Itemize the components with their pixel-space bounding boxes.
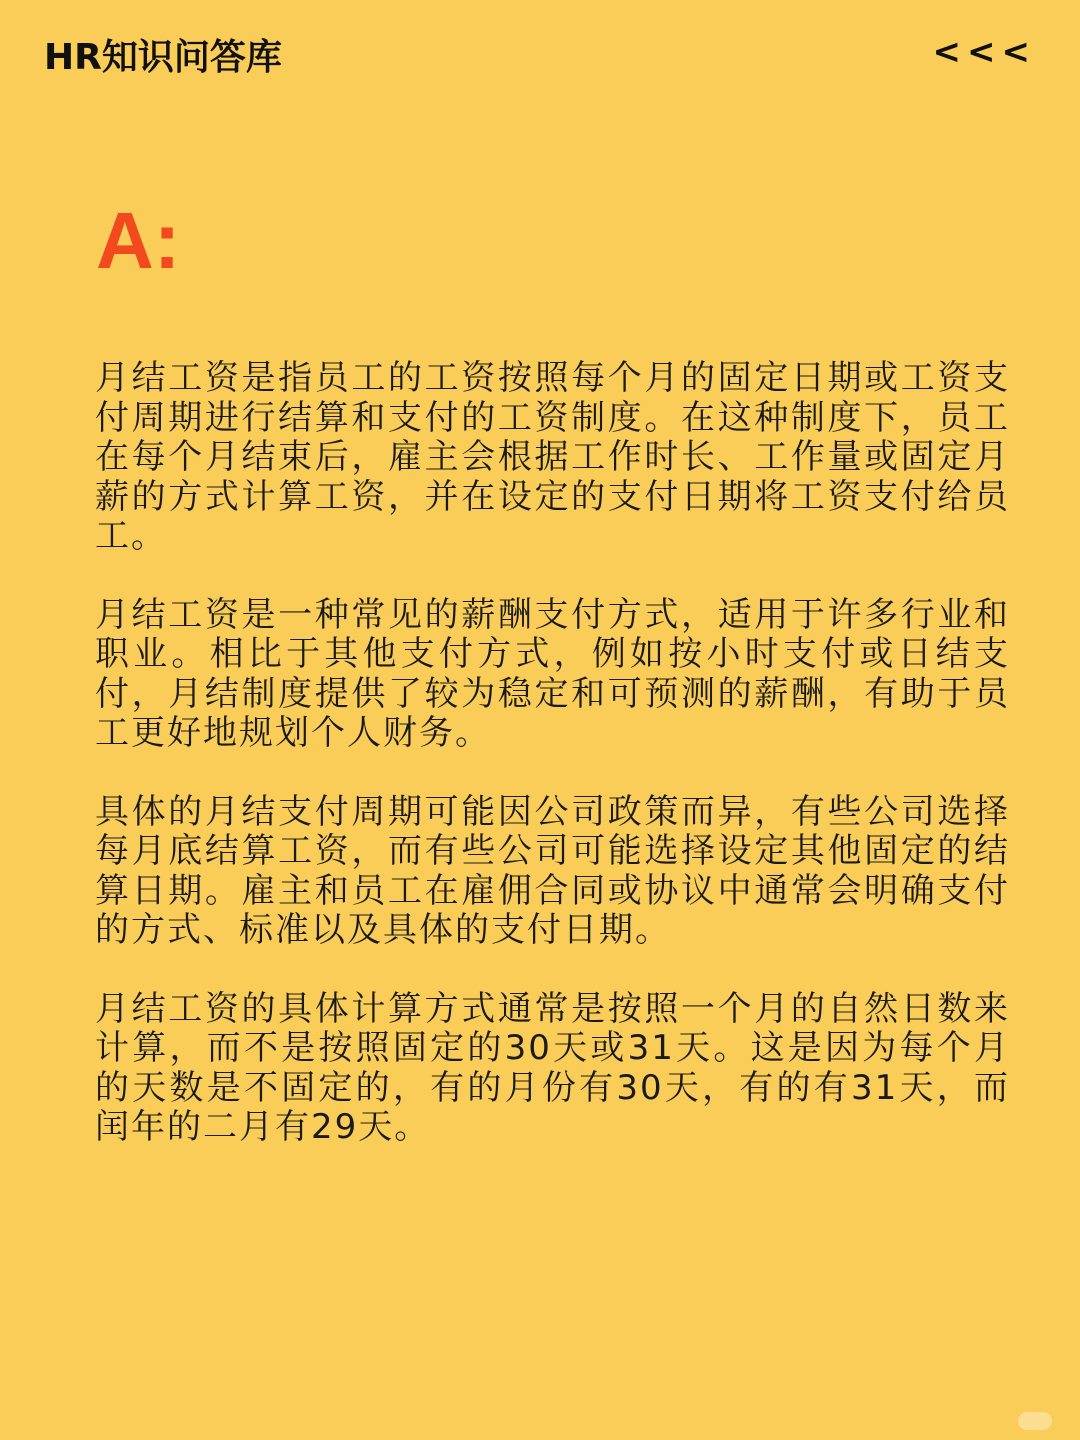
answer-label: A: (96, 196, 181, 285)
answer-paragraph: 月结工资的具体计算方式通常是按照一个月的自然日数来计算，而不是按照固定的30天或31天。这是因为每个月的天数是不固定的，有的月份有30天，有的有31天，而闰年的二月有29天。 (95, 988, 1010, 1147)
brand-title: HR知识问答库 (44, 37, 282, 78)
answer-body (95, 359, 1010, 1187)
answer-paragraph: 月结工资是一种常见的薪酬支付方式，适用于许多行业和职业。相比于其他支付方式，例如按小时支付或日结支付，月结制度提供了较为稳定和可预测的薪酬，有助于员工更好地规划个人财务。 (95, 594, 1010, 753)
watermark-badge (1018, 1412, 1052, 1430)
answer-paragraph: 月结工资是指员工的工资按照每个月的固定日期或工资支付周期进行结算和支付的工资制度。在这种制度下，员工在每个月结束后，雇主会根据工作时长、工作量或固定月薪的方式计算工资，并在设定的支付日期将工资支付给员工。 (95, 358, 1010, 556)
answer-paragraph: 具体的月结支付周期可能因公司政策而异，有些公司选择每月底结算工资，而有些公司可能选择设定其他固定的结算日期。雇主和员工在雇佣合同或协议中通常会明确支付的方式、标准以及具体的支付日期。 (95, 791, 1010, 950)
back-arrows-button[interactable]: <<< (932, 32, 1036, 72)
